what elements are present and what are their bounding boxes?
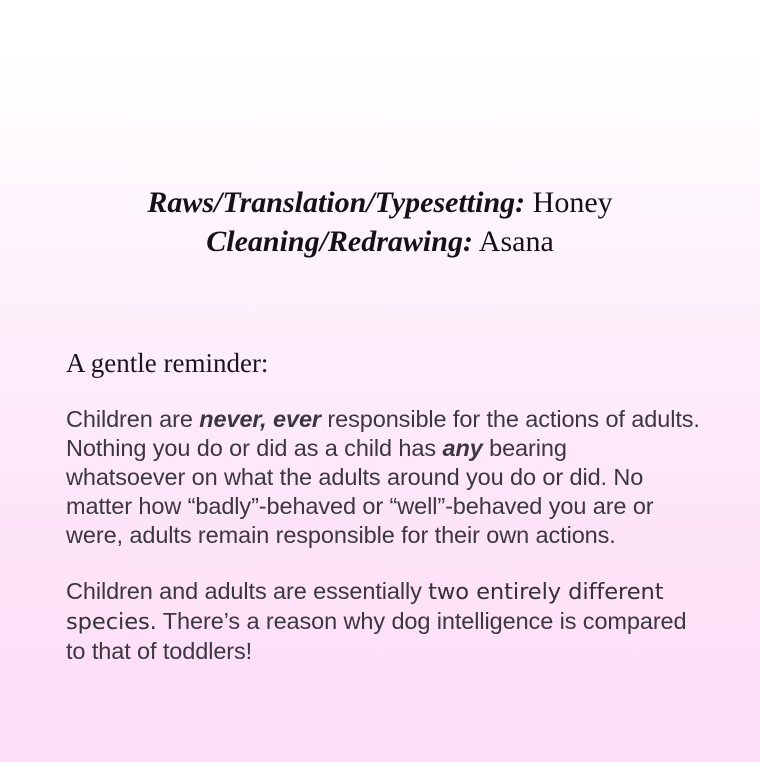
credit-role-raws-translation-typesetting: Raws/Translation/Typesetting: [147, 186, 526, 219]
p1-line1-emphasis: never, ever [199, 406, 321, 432]
p1-line2-text: Nothing you do or did as a child has [66, 434, 443, 461]
p1-line2-text-b: bearing [482, 434, 567, 461]
note-heading: A gentle reminder: [66, 348, 269, 378]
p2-line2-emphasis: species. [66, 608, 157, 635]
credit-name-asana: Asana [472, 225, 554, 258]
credits-line-1 [0, 183, 760, 222]
p1-line5-text: were, adults remain responsible for their own actions. [66, 521, 616, 548]
p1-line3-text: whatsoever on what the adults around you do or did. No [66, 463, 644, 490]
note-paragraph-1 [66, 405, 716, 550]
p1-line1-text-b: responsible for the actions of adults. [320, 406, 700, 432]
credits-line-2 [0, 222, 760, 261]
p1-line4-text: matter how “badly”-behaved or “well”-behaved you are or [66, 492, 654, 519]
p1-line1-text: Children are [66, 406, 200, 432]
p2-line1-text: Children and adults are essentially [66, 578, 429, 604]
note-paragraph-2 [66, 577, 716, 666]
credits-block [0, 183, 760, 261]
p1-line2-emphasis: any [442, 434, 483, 461]
p2-line3-text: to that of toddlers! [66, 637, 253, 664]
p2-line2-text: There’s a reason why dog intelligence is compared [156, 607, 687, 634]
credit-role-cleaning-redrawing: Cleaning/Redrawing: [206, 225, 473, 258]
credit-name-honey: Honey [525, 186, 613, 219]
p2-line1-emphasis: two entirely different [428, 579, 664, 605]
